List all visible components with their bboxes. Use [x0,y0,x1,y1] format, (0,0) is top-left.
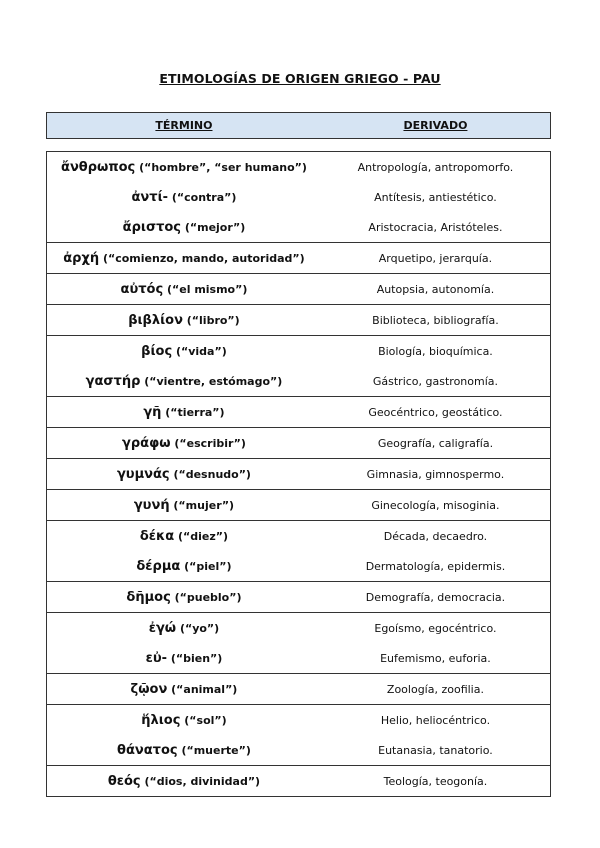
derived-cell: Biología, bioquímica. [378,344,493,358]
greek-word: θάνατος [117,742,178,758]
greek-word: εὐ- [145,650,168,666]
derived-cell: Biblioteca, bibliografía. [372,313,499,327]
greek-word: γαστήρ [85,373,141,389]
derived-cell: Ginecología, misoginia. [371,498,500,512]
table-row [47,212,550,242]
table-header [46,112,551,139]
word-meaning: (“contra”) [168,190,237,204]
page-title: ETIMOLOGÍAS DE ORIGEN GRIEGO - PAU [159,71,441,86]
term-cell [47,344,321,359]
term-column-header: TÉRMINO [155,119,213,132]
row-group [46,152,551,243]
term-cell [47,251,321,266]
word-meaning: (“desnudo”) [169,467,251,481]
word-meaning: (“el mismo”) [163,282,248,296]
term-cell [47,190,321,205]
term-cell [47,436,321,451]
derived-cell: Autopsia, autonomía. [376,282,495,296]
derived-cell: Zoología, zoofilia. [386,682,484,696]
table-row [47,705,550,735]
term-cell [47,682,321,697]
word-meaning: (“sol”) [180,713,227,727]
derived-cell: Teología, teogonía. [383,774,488,788]
greek-word: ἄριστος [122,219,182,235]
term-cell [47,529,321,544]
word-meaning: (“bien”) [167,651,223,665]
derived-cell: Geocéntrico, geostático. [368,405,503,419]
table-row [47,243,550,273]
greek-word: γυνή [133,497,170,513]
row-group [46,674,551,705]
row-group [46,521,551,582]
table-row [47,521,550,551]
table-row [47,613,550,643]
derived-cell: Dermatología, epidermis. [365,559,506,573]
term-cell [47,713,321,728]
term-cell [47,220,321,235]
greek-word: γράφω [122,435,171,451]
greek-word: γυμνάς [116,466,170,482]
greek-word: ἥλιος [141,712,181,728]
greek-word: γῆ [143,404,162,420]
table-row [47,643,550,673]
term-cell [47,743,321,758]
table-row [47,674,550,704]
table-row [47,582,550,612]
derived-cell: Década, decaedro. [383,529,488,543]
word-meaning: (“mejor”) [181,220,246,234]
row-group [46,705,551,766]
row-group [46,428,551,459]
derived-cell: Eutanasia, tanatorio. [378,743,493,757]
derived-cell: Gimnasia, gimnospermo. [366,467,505,481]
derived-cell: Eufemismo, euforia. [380,651,491,665]
greek-word: δέκα [139,528,175,544]
word-meaning: (“mujer”) [169,498,235,512]
table-row [47,152,550,182]
greek-word: βιβλίον [128,312,183,328]
greek-word: δέρμα [136,558,181,574]
word-meaning: (“dios, divinidad”) [140,774,261,788]
derived-cell: Antropología, antropomorfo. [357,160,514,174]
word-meaning: (“libro”) [182,313,240,327]
derived-column-header: DERIVADO [403,119,468,132]
derived-cell: Aristocracia, Aristóteles. [368,220,503,234]
word-meaning: (“muerte”) [177,743,251,757]
table-row [47,274,550,304]
word-meaning: (“hombre”, “ser humano”) [135,160,307,174]
term-cell [47,651,321,666]
word-meaning: (“piel”) [180,559,232,573]
row-group [46,613,551,674]
derived-cell: Egoísmo, egocéntrico. [374,621,497,635]
derived-cell: Arquetipo, jerarquía. [378,251,493,265]
table-row [47,766,550,796]
table-row [47,551,550,581]
row-group [46,766,551,797]
term-cell [47,313,321,328]
greek-word: ζῷον [130,681,168,697]
table-row [47,397,550,427]
derived-cell: Gástrico, gastronomía. [372,374,499,388]
derived-cell: Helio, heliocéntrico. [380,713,491,727]
row-group [46,459,551,490]
greek-word: δῆμος [126,589,171,605]
table-row [47,305,550,335]
derived-cell: Geografía, caligrafía. [377,436,494,450]
term-cell [47,590,321,605]
greek-word: ἀντί- [131,189,169,205]
greek-word: βίος [141,343,173,359]
table-row [47,336,550,366]
word-meaning: (“tierra”) [161,405,225,419]
derived-cell: Antítesis, antiestético. [374,190,497,204]
word-meaning: (“pueblo”) [170,590,242,604]
row-group [46,490,551,521]
row-group [46,397,551,428]
derived-cell: Demografía, democracia. [365,590,506,604]
table-row [47,490,550,520]
table-row [47,459,550,489]
row-group [46,305,551,336]
table-row [47,366,550,396]
table-row [47,182,550,212]
table-row [47,428,550,458]
term-cell [47,621,321,636]
row-group [46,274,551,305]
term-cell [47,374,321,389]
row-group [46,582,551,613]
word-meaning: (“vientre, estómago”) [140,374,283,388]
row-group [46,243,551,274]
word-meaning: (“vida”) [172,344,227,358]
etymology-table [46,151,551,797]
table-row [47,735,550,765]
term-cell [47,498,321,513]
term-cell [47,774,321,789]
greek-word: θεός [107,773,141,789]
term-cell [47,467,321,482]
term-cell [47,405,321,420]
word-meaning: (“animal”) [167,682,238,696]
word-meaning: (“yo”) [176,621,220,635]
term-cell [47,282,321,297]
term-cell [47,160,321,175]
greek-word: ἄνθρωπος [61,159,136,175]
greek-word: αὐτός [120,281,164,297]
greek-word: ἀρχή [63,250,100,266]
word-meaning: (“diez”) [174,529,229,543]
greek-word: ἐγώ [148,620,177,636]
row-group [46,336,551,397]
term-cell [47,559,321,574]
word-meaning: (“escribir”) [170,436,246,450]
word-meaning: (“comienzo, mando, autoridad”) [99,251,305,265]
